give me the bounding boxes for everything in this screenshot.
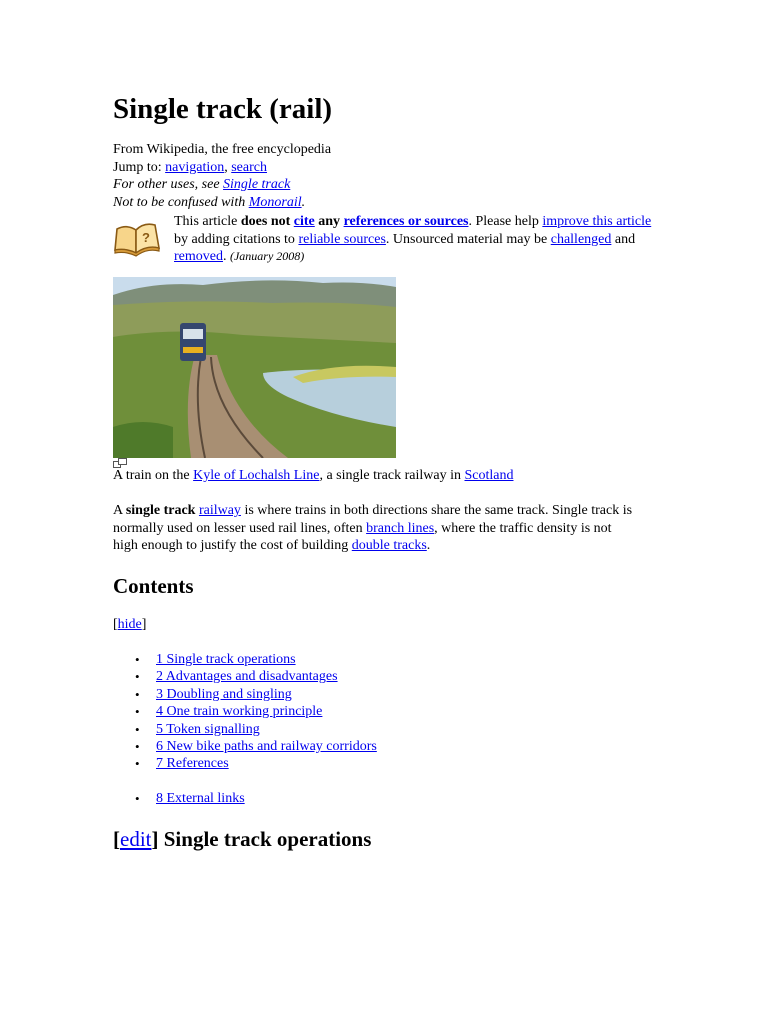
jump-to-line: [113, 159, 331, 177]
other-uses-text: For other uses, see: [113, 177, 224, 192]
references-sources-label: references or sources: [343, 214, 469, 229]
caption-text-1: A train on the: [113, 468, 194, 483]
toc-item: [113, 703, 377, 720]
article-meta: [113, 141, 331, 211]
intro-text-4: .: [426, 538, 431, 553]
removed-link[interactable]: removed: [174, 249, 223, 264]
image-caption: [113, 467, 513, 485]
toc-toggle: [113, 616, 146, 634]
notice-does-not: does not: [240, 214, 291, 229]
cite-link[interactable]: [294, 214, 315, 229]
svg-text:?: ?: [142, 230, 150, 245]
toc-item: [113, 686, 377, 703]
toc-item: [113, 755, 377, 772]
toc-item: [113, 651, 377, 668]
improve-article-link[interactable]: improve this article: [542, 214, 652, 229]
jump-navigation-link[interactable]: navigation: [165, 159, 225, 175]
hatnote-not-confused: [113, 194, 331, 212]
contents-heading: Contents: [113, 574, 194, 598]
kyle-of-lochalsh-line-link[interactable]: Kyle of Lochalsh Line: [193, 468, 320, 483]
toc-link-one-train[interactable]: 4 One train working principle: [156, 704, 323, 720]
not-confused-text: Not to be confused with: [113, 194, 249, 210]
challenged-link[interactable]: challenged: [550, 231, 612, 247]
notice-date: (January 2008): [229, 249, 305, 263]
scotland-link[interactable]: Scotland: [464, 468, 514, 483]
intro-text-3: , where the traffic density is not high enough to justify the cost of building: [113, 520, 612, 553]
book-question-icon: [113, 220, 161, 260]
toc-link-token-signalling[interactable]: 5 Token signalling: [156, 721, 260, 737]
hide-toc-link[interactable]: hide: [117, 617, 142, 632]
toc-item: [113, 668, 377, 685]
notice-any: any: [318, 214, 341, 229]
jump-separator: ,: [224, 159, 232, 175]
toc-list-extra: [113, 790, 245, 807]
photo-train-window: [183, 329, 203, 339]
toc-bracket-close: ]: [141, 617, 147, 632]
toc-item: [113, 738, 377, 755]
toc-link-bike-paths[interactable]: 6 New bike paths and railway corridors: [156, 738, 377, 754]
not-confused-suffix: .: [301, 194, 306, 210]
toc-item: [113, 790, 245, 807]
site-tagline: From Wikipedia, the free encyclopedia: [113, 142, 332, 157]
notice-text-5: and: [611, 231, 636, 247]
monorail-link[interactable]: Monorail: [248, 194, 302, 210]
toc-link-advantages[interactable]: 2 Advantages and disadvantages: [156, 669, 338, 685]
toc-list: [113, 651, 377, 773]
toc-link-doubling[interactable]: 3 Doubling and singling: [156, 686, 292, 702]
toc-link-single-track-operations[interactable]: 1 Single track operations: [156, 652, 296, 667]
intro-text-1: A: [113, 503, 126, 518]
hatnote-other-uses: [113, 176, 331, 194]
photo-foreground-grass: [113, 422, 173, 458]
train-photo[interactable]: [113, 277, 396, 458]
toc-link-external-links[interactable]: 8 External links: [156, 791, 245, 806]
notice-text-2: . Please help: [468, 214, 543, 229]
cite-link-label: cite: [293, 214, 315, 229]
other-uses-link[interactable]: Single track: [223, 177, 291, 192]
jump-search-link[interactable]: search: [231, 159, 267, 175]
notice-text-3: by adding citations to: [174, 231, 299, 247]
caption-text-2: , a single track railway in: [319, 468, 465, 483]
section-heading-single-track-operations: [113, 826, 371, 852]
section-title: Single track operations: [163, 827, 372, 851]
notice-text-6: .: [222, 249, 230, 264]
reliable-sources-link[interactable]: reliable sources: [298, 231, 386, 247]
toc-link-references[interactable]: 7 References: [156, 756, 229, 772]
page-title: Single track (rail): [113, 93, 333, 125]
toc-item: [113, 721, 377, 738]
section-bracket-close: ]: [151, 827, 164, 851]
edit-section-link[interactable]: edit: [120, 827, 152, 851]
photo-train: [180, 323, 206, 361]
branch-lines-link[interactable]: branch lines: [366, 520, 435, 536]
intro-paragraph: [113, 502, 633, 555]
toc-bracket-open: [: [113, 617, 118, 632]
intro-term: single track: [125, 503, 196, 518]
railway-link[interactable]: railway: [198, 503, 241, 518]
notice-text-4: . Unsourced material may be: [385, 231, 551, 247]
photo-train-stripe: [183, 347, 203, 353]
notice-text-1: This article: [174, 214, 241, 229]
notice-text: [174, 213, 658, 266]
section-bracket-open: [: [113, 827, 120, 851]
double-tracks-link[interactable]: double tracks: [351, 538, 427, 553]
references-sources-link[interactable]: [344, 214, 469, 229]
jump-to-label: Jump to:: [113, 159, 166, 175]
intro-text-2: is where trains in both directions share the same track. Single track is normally used on lesser used rail lines, often: [113, 503, 633, 536]
